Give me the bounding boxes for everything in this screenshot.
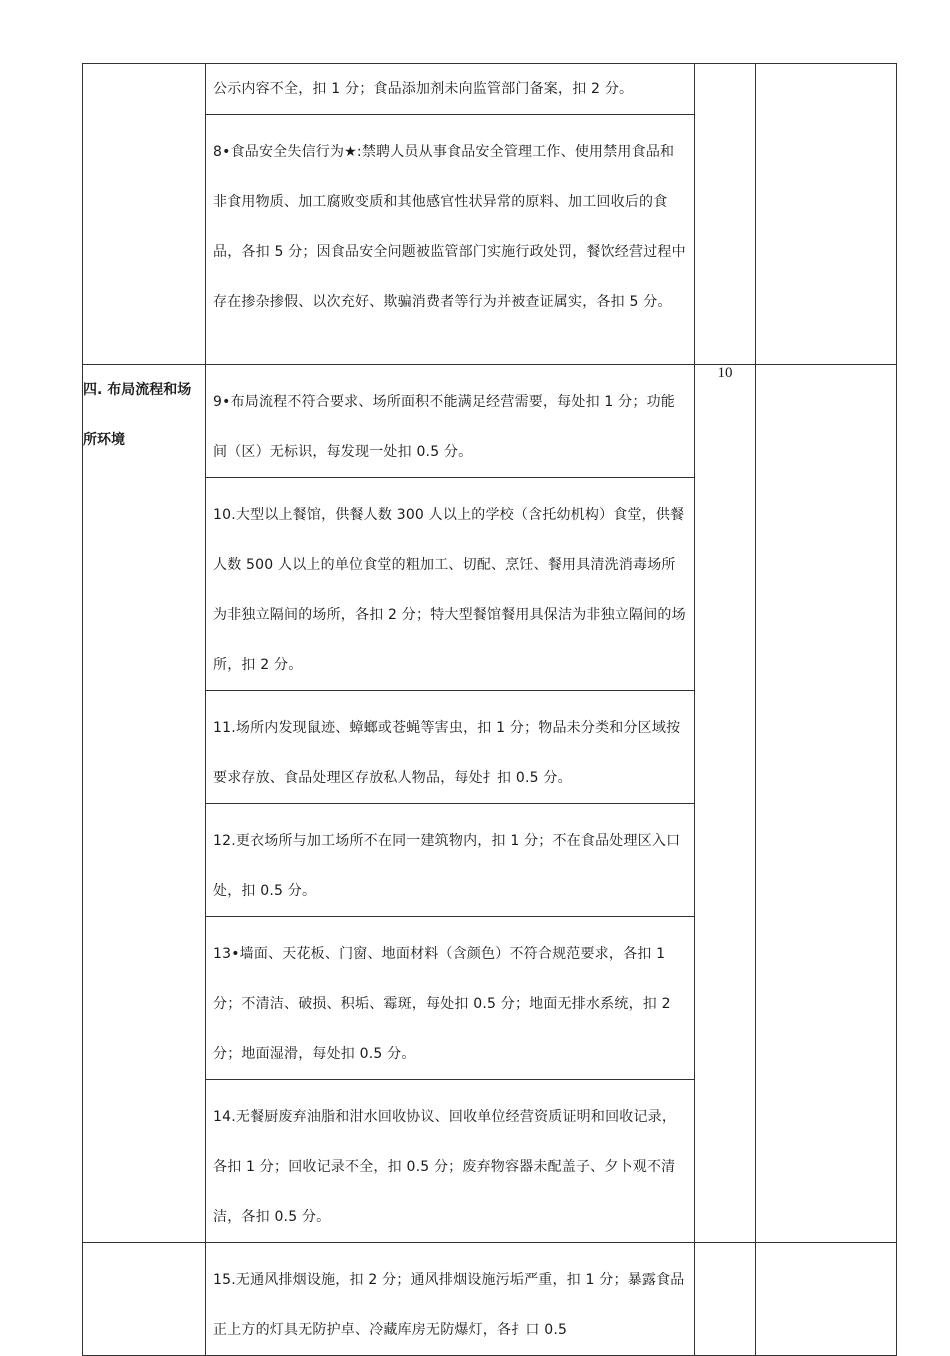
deduction-item: 8•食品安全失信行为★:禁聘人员从事食品安全管理工作、使用禁用食品和非食用物质、加工腐败变质和其他感官性状异常的原料、加工回收后的食品，各扣 5 分；因食品安全问题被监管部门实施行政处罚，餐饮经营过程中存在掺杂掺假、以次充好、欺骗消费者等行为并被查证属实，各扣 5 分。 (213, 144, 686, 310)
remark-cell (756, 64, 897, 365)
deduction-item: 15.无通风排烟设施，扣 2 分；通风排烟设施污垢严重，扣 1 分；暴露食品正上方的灯具无防护卓、冷藏库房无防爆灯，各扌口 0.5 (213, 1272, 685, 1338)
item-cell (206, 115, 695, 365)
score-cell (695, 1243, 756, 1356)
inspection-score-table (82, 63, 897, 1356)
deduction-item: 公示内容不全，扣 1 分；食品添加剂未向监管部门备案，扣 2 分。 (213, 81, 634, 97)
remark-cell (756, 365, 897, 1243)
score-cell: 10 (695, 365, 756, 1243)
table-row (83, 64, 897, 115)
item-cell (206, 691, 695, 804)
category-cell (83, 64, 206, 365)
item-cell (206, 64, 695, 115)
item-cell (206, 478, 695, 691)
item-cell (206, 1080, 695, 1243)
category-cell: 四. 布局流程和场所环境 (83, 365, 206, 1243)
deduction-item: 10.大型以上餐馆，供餐人数 300 人以上的学校（含托幼机构）食堂，供餐人数 500 人以上的单位食堂的粗加工、切配、烹饪、餐用具清洗消毒场所为非独立隔间的场所，各扣 2 分；特大型餐馆餐用具保洁为非独立隔间的场所，扣 2 分。 (213, 507, 686, 673)
remark-cell (756, 1243, 897, 1356)
deduction-item: 13•墙面、天花板、门窗、地面材料（含颜色）不符合规范要求，各扣 1 分；不清洁、破损、积垢、霉斑，每处扣 0.5 分；地面无排水系统，扣 2 分；地面湿滑，每处扣 0.5 分。 (213, 946, 671, 1062)
deduction-item: 11.场所内发现鼠迹、蟑螂或苍蝇等害虫，扣 1 分；物品未分类和分区域按要求存放、食品处理区存放私人物品，每处扌扣 0.5 分。 (213, 720, 681, 786)
item-cell (206, 1243, 695, 1356)
deduction-item: 9•布局流程不符合要求、场所面积不能满足经营需要，每处扣 1 分；功能间（区）无标识，每发现一处扣 0.5 分。 (213, 394, 675, 460)
deduction-item: 14.无餐厨废弃油脂和泔水回收协议、回收单位经营资质证明和回收记录，各扣 1 分；回收记录不全，扣 0.5 分；废弃物容器未配盖子、夕卜观不清洁，各扣 0.5 分。 (213, 1109, 677, 1225)
item-cell (206, 365, 695, 478)
table-row (83, 1243, 897, 1356)
category-cell (83, 1243, 206, 1356)
item-cell (206, 917, 695, 1080)
deduction-item: 12.更衣场所与加工场所不在同一建筑物内，扣 1 分；不在食品处理区入口处，扣 0.5 分。 (213, 833, 681, 899)
table-row (83, 365, 897, 478)
score-cell (695, 64, 756, 365)
item-cell (206, 804, 695, 917)
